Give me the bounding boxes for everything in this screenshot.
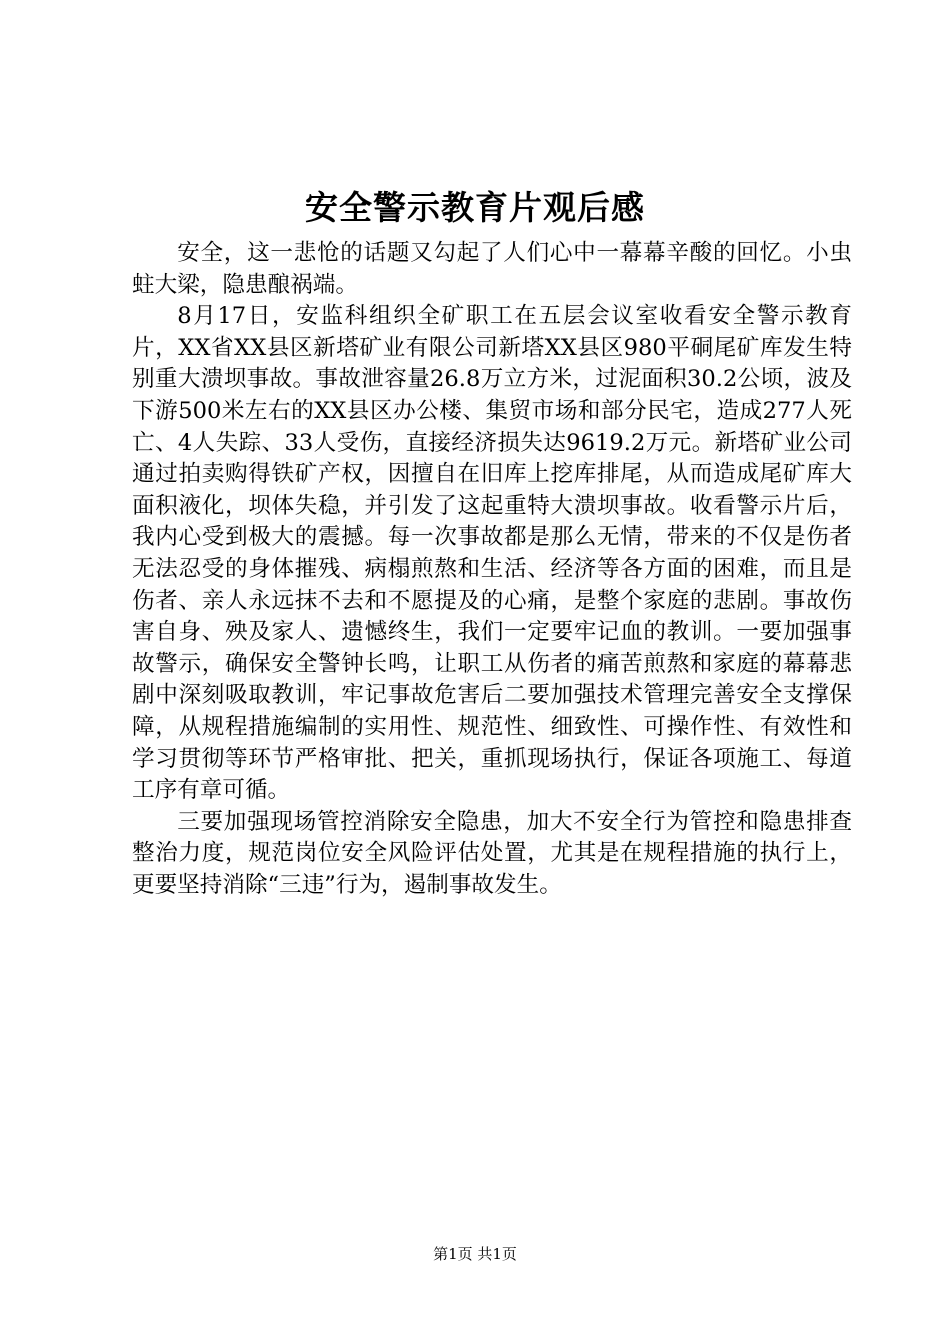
document-title: 安全警示教育片观后感 — [305, 188, 645, 227]
paragraph-main: 8月17日，安监科组织全矿职工在五层会议室收看安全警示教育片，XX省XX县区新塔矿业有限公司新塔XX县区980平硐尾矿库发生特别重大溃坝事故。事故泄容量26.8万立方米，过泥面积30.2公顷，波及下游500米左右的XX县区办公楼、集贸市场和部分民宅，造成277人死亡、4人失踪、33人受伤，直接经济损失达9619.2万元。新塔矿业公司通过拍卖购得铁矿产权，因擅自在旧库上挖库排尾，从而造成尾矿库大面积液化，坝体失稳，并引发了这起重特大溃坝事故。收看警示片后，我内心受到极大的震撼。每一次事故都是那么无情，带来的不仅是伤者无法忍受的身体摧残、病榻煎熬和生活、经济等各方面的困难，而且是伤者、亲人永远抹不去和不愿提及的心痛，是整个家庭的悲剧。事故伤害自身、殃及家人、遗憾终生，我们一定要牢记血的教训。一要加强事故警示，确保安全警钟长鸣，让职工从伤者的痛苦煎熬和家庭的幕幕悲剧中深刻吸取教训，牢记事故危害后二要加强技术管理完善安全支撑保障，从规程措施编制的实用性、规范性、细致性、可操作性、有效性和学习贯彻等环节严格审批、把关，重抓现场执行，保证各项施工、每道工序有章可循。 — [132, 303, 852, 804]
paragraph-intro: 安全，这一悲怆的话题又勾起了人们心中一幕幕辛酸的回忆。小虫蛀大梁，隐患酿祸端。 — [132, 240, 852, 298]
document-body — [132, 238, 852, 901]
paragraph-conclusion: 三要加强现场管控消除安全隐患，加大不安全行为管控和隐患排查整治力度，规范岗位安全风险评估处置，尤其是在规程措施的执行上，更要坚持消除“三违”行为，遏制事故发生。 — [132, 808, 852, 898]
page-footer: 第1页 共1页 — [433, 1245, 517, 1263]
